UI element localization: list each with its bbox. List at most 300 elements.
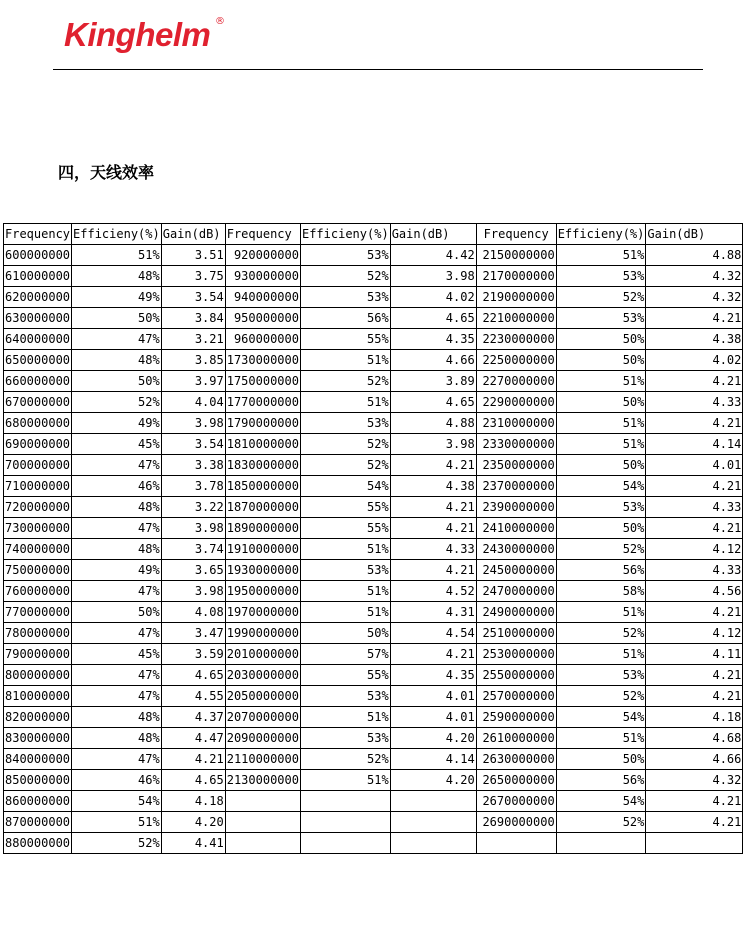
frequency-cell: 2030000000 (225, 665, 300, 686)
frequency-cell: 820000000 (4, 707, 72, 728)
frequency-cell: 2430000000 (476, 539, 556, 560)
efficiency-cell: 55% (300, 518, 390, 539)
frequency-cell: 880000000 (4, 833, 72, 854)
frequency-cell: 810000000 (4, 686, 72, 707)
gain-cell: 4.01 (646, 455, 743, 476)
efficiency-cell: 48% (72, 350, 162, 371)
frequency-cell: 690000000 (4, 434, 72, 455)
gain-cell: 4.02 (390, 287, 476, 308)
efficiency-cell: 50% (300, 623, 390, 644)
column-header: Efficieny(%) (300, 224, 390, 245)
gain-cell: 4.65 (161, 770, 225, 791)
frequency-cell: 2070000000 (225, 707, 300, 728)
gain-cell: 4.21 (646, 602, 743, 623)
efficiency-cell: 51% (300, 392, 390, 413)
gain-cell: 4.55 (161, 686, 225, 707)
frequency-cell: 600000000 (4, 245, 72, 266)
gain-cell: 4.88 (646, 245, 743, 266)
frequency-cell: 670000000 (4, 392, 72, 413)
table-row (4, 266, 743, 287)
efficiency-cell: 52% (556, 539, 646, 560)
column-header: Frequency (225, 224, 300, 245)
table-row (4, 749, 743, 770)
efficiency-cell: 50% (556, 518, 646, 539)
frequency-cell: 920000000 (225, 245, 300, 266)
gain-cell: 4.65 (161, 665, 225, 686)
efficiency-cell: 53% (556, 308, 646, 329)
column-header: Gain(dB) (390, 224, 476, 245)
efficiency-cell: 52% (72, 833, 162, 854)
frequency-cell: 2170000000 (476, 266, 556, 287)
efficiency-cell: 53% (300, 245, 390, 266)
column-header: Efficieny(%) (556, 224, 646, 245)
frequency-cell: 840000000 (4, 749, 72, 770)
efficiency-cell: 54% (72, 791, 162, 812)
efficiency-cell: 57% (300, 644, 390, 665)
gain-cell: 4.21 (646, 308, 743, 329)
efficiency-cell: 51% (556, 413, 646, 434)
frequency-cell: 2390000000 (476, 497, 556, 518)
gain-cell: 4.20 (390, 770, 476, 791)
efficiency-cell: 49% (72, 560, 162, 581)
table-row (4, 686, 743, 707)
frequency-cell: 790000000 (4, 644, 72, 665)
frequency-cell: 2050000000 (225, 686, 300, 707)
frequency-cell: 2630000000 (476, 749, 556, 770)
frequency-cell: 700000000 (4, 455, 72, 476)
table-row (4, 539, 743, 560)
efficiency-cell: 50% (72, 371, 162, 392)
gain-cell: 3.98 (161, 518, 225, 539)
efficiency-cell: 55% (300, 497, 390, 518)
efficiency-cell: 51% (300, 350, 390, 371)
frequency-cell: 780000000 (4, 623, 72, 644)
frequency-cell: 1730000000 (225, 350, 300, 371)
frequency-cell: 2690000000 (476, 812, 556, 833)
table-row (4, 245, 743, 266)
gain-cell: 4.21 (161, 749, 225, 770)
efficiency-cell (300, 791, 390, 812)
gain-cell: 3.98 (161, 413, 225, 434)
efficiency-cell (556, 833, 646, 854)
frequency-cell: 1770000000 (225, 392, 300, 413)
frequency-cell: 2150000000 (476, 245, 556, 266)
efficiency-cell: 52% (300, 266, 390, 287)
frequency-cell: 1890000000 (225, 518, 300, 539)
efficiency-cell: 48% (72, 266, 162, 287)
efficiency-cell: 51% (300, 602, 390, 623)
efficiency-cell: 56% (556, 770, 646, 791)
efficiency-cell: 53% (300, 413, 390, 434)
gain-cell: 4.31 (390, 602, 476, 623)
gain-cell: 4.21 (390, 560, 476, 581)
efficiency-cell: 51% (72, 812, 162, 833)
efficiency-cell: 51% (556, 644, 646, 665)
gain-cell: 3.98 (390, 266, 476, 287)
gain-cell: 4.47 (161, 728, 225, 749)
frequency-cell: 2530000000 (476, 644, 556, 665)
frequency-cell: 2590000000 (476, 707, 556, 728)
efficiency-cell: 45% (72, 434, 162, 455)
frequency-cell: 850000000 (4, 770, 72, 791)
efficiency-cell: 52% (556, 812, 646, 833)
efficiency-cell: 51% (556, 434, 646, 455)
table-row (4, 812, 743, 833)
frequency-cell (225, 812, 300, 833)
gain-cell: 3.74 (161, 539, 225, 560)
table-row (4, 434, 743, 455)
frequency-cell: 1970000000 (225, 602, 300, 623)
frequency-cell: 800000000 (4, 665, 72, 686)
gain-cell: 4.42 (390, 245, 476, 266)
frequency-cell: 730000000 (4, 518, 72, 539)
frequency-cell: 830000000 (4, 728, 72, 749)
frequency-cell: 2650000000 (476, 770, 556, 791)
gain-cell: 4.37 (161, 707, 225, 728)
gain-cell: 4.20 (390, 728, 476, 749)
gain-cell: 4.68 (646, 728, 743, 749)
table-row (4, 833, 743, 854)
frequency-cell: 680000000 (4, 413, 72, 434)
gain-cell: 4.21 (646, 371, 743, 392)
gain-cell: 4.18 (646, 707, 743, 728)
gain-cell (390, 833, 476, 854)
efficiency-cell: 56% (556, 560, 646, 581)
efficiency-cell: 54% (556, 791, 646, 812)
table-row (4, 476, 743, 497)
frequency-cell: 710000000 (4, 476, 72, 497)
frequency-cell: 720000000 (4, 497, 72, 518)
table-row (4, 644, 743, 665)
frequency-cell: 2310000000 (476, 413, 556, 434)
efficiency-cell: 52% (300, 434, 390, 455)
efficiency-cell: 47% (72, 518, 162, 539)
frequency-cell: 2550000000 (476, 665, 556, 686)
efficiency-cell: 51% (300, 581, 390, 602)
efficiency-cell: 49% (72, 413, 162, 434)
frequency-cell: 2010000000 (225, 644, 300, 665)
gain-cell: 3.47 (161, 623, 225, 644)
frequency-cell: 1790000000 (225, 413, 300, 434)
table-row (4, 350, 743, 371)
table-row (4, 392, 743, 413)
gain-cell: 4.04 (161, 392, 225, 413)
gain-cell: 4.33 (646, 392, 743, 413)
efficiency-cell: 46% (72, 476, 162, 497)
efficiency-cell: 47% (72, 455, 162, 476)
table-row (4, 728, 743, 749)
efficiency-cell: 47% (72, 686, 162, 707)
efficiency-cell: 51% (556, 728, 646, 749)
efficiency-cell: 51% (556, 371, 646, 392)
efficiency-cell: 50% (556, 392, 646, 413)
gain-cell: 4.21 (646, 476, 743, 497)
gain-cell: 3.75 (161, 266, 225, 287)
efficiency-cell: 51% (300, 770, 390, 791)
gain-cell: 4.21 (646, 518, 743, 539)
gain-cell: 3.98 (161, 581, 225, 602)
gain-cell: 3.78 (161, 476, 225, 497)
gain-cell: 4.66 (390, 350, 476, 371)
gain-cell: 4.38 (390, 476, 476, 497)
efficiency-cell: 54% (556, 476, 646, 497)
efficiency-cell (300, 812, 390, 833)
efficiency-cell: 48% (72, 728, 162, 749)
frequency-cell: 2510000000 (476, 623, 556, 644)
frequency-cell: 640000000 (4, 329, 72, 350)
frequency-cell (476, 833, 556, 854)
efficiency-cell: 48% (72, 497, 162, 518)
efficiency-cell: 50% (556, 329, 646, 350)
gain-cell: 4.35 (390, 329, 476, 350)
frequency-cell: 2330000000 (476, 434, 556, 455)
efficiency-cell: 50% (72, 308, 162, 329)
gain-cell: 4.52 (390, 581, 476, 602)
frequency-cell: 2450000000 (476, 560, 556, 581)
efficiency-cell: 48% (72, 539, 162, 560)
efficiency-cell: 51% (72, 245, 162, 266)
table-row (4, 560, 743, 581)
frequency-cell: 940000000 (225, 287, 300, 308)
efficiency-cell: 50% (72, 602, 162, 623)
gain-cell: 4.21 (390, 518, 476, 539)
header-divider (53, 69, 703, 70)
efficiency-cell: 50% (556, 749, 646, 770)
efficiency-cell: 53% (300, 728, 390, 749)
efficiency-cell: 45% (72, 644, 162, 665)
table-row (4, 413, 743, 434)
gain-cell: 4.02 (646, 350, 743, 371)
frequency-cell: 2250000000 (476, 350, 556, 371)
frequency-cell: 760000000 (4, 581, 72, 602)
frequency-cell: 1990000000 (225, 623, 300, 644)
gain-cell (390, 812, 476, 833)
efficiency-cell: 52% (556, 287, 646, 308)
gain-cell: 4.08 (161, 602, 225, 623)
efficiency-cell: 56% (300, 308, 390, 329)
frequency-cell: 2490000000 (476, 602, 556, 623)
table-row (4, 602, 743, 623)
gain-cell: 4.21 (646, 812, 743, 833)
frequency-cell: 750000000 (4, 560, 72, 581)
table-row (4, 308, 743, 329)
gain-cell: 4.21 (390, 455, 476, 476)
efficiency-cell: 47% (72, 623, 162, 644)
table-row (4, 623, 743, 644)
frequency-cell: 1750000000 (225, 371, 300, 392)
efficiency-cell: 49% (72, 287, 162, 308)
gain-cell: 4.21 (646, 686, 743, 707)
frequency-cell: 1870000000 (225, 497, 300, 518)
table-row (4, 518, 743, 539)
efficiency-cell: 47% (72, 581, 162, 602)
gain-cell: 4.33 (646, 497, 743, 518)
frequency-cell: 860000000 (4, 791, 72, 812)
gain-cell: 4.21 (646, 791, 743, 812)
frequency-cell: 870000000 (4, 812, 72, 833)
frequency-cell: 960000000 (225, 329, 300, 350)
frequency-cell: 630000000 (4, 308, 72, 329)
gain-cell: 4.21 (390, 497, 476, 518)
efficiency-cell: 55% (300, 665, 390, 686)
table-row (4, 497, 743, 518)
efficiency-cell: 58% (556, 581, 646, 602)
efficiency-cell: 55% (300, 329, 390, 350)
column-header: Frequency (476, 224, 556, 245)
gain-cell: 4.12 (646, 539, 743, 560)
efficiency-cell: 47% (72, 665, 162, 686)
frequency-cell (225, 791, 300, 812)
frequency-cell: 740000000 (4, 539, 72, 560)
efficiency-cell: 50% (556, 455, 646, 476)
gain-cell: 3.85 (161, 350, 225, 371)
gain-cell: 4.21 (646, 665, 743, 686)
gain-cell: 3.84 (161, 308, 225, 329)
efficiency-cell: 53% (300, 287, 390, 308)
efficiency-cell: 47% (72, 749, 162, 770)
frequency-cell: 2350000000 (476, 455, 556, 476)
gain-cell: 3.21 (161, 329, 225, 350)
efficiency-cell: 51% (300, 707, 390, 728)
efficiency-cell: 48% (72, 707, 162, 728)
efficiency-cell: 51% (556, 602, 646, 623)
frequency-cell: 1930000000 (225, 560, 300, 581)
table-row (4, 770, 743, 791)
table-row (4, 329, 743, 350)
gain-cell: 4.32 (646, 266, 743, 287)
gain-cell: 3.22 (161, 497, 225, 518)
gain-cell: 4.20 (161, 812, 225, 833)
frequency-cell: 610000000 (4, 266, 72, 287)
efficiency-cell: 54% (556, 707, 646, 728)
frequency-cell: 2230000000 (476, 329, 556, 350)
gain-cell: 4.35 (390, 665, 476, 686)
gain-cell: 3.59 (161, 644, 225, 665)
frequency-cell: 930000000 (225, 266, 300, 287)
gain-cell: 4.01 (390, 686, 476, 707)
efficiency-cell: 47% (72, 329, 162, 350)
gain-cell: 3.54 (161, 434, 225, 455)
efficiency-cell: 52% (300, 749, 390, 770)
table-row (4, 581, 743, 602)
gain-cell: 4.32 (646, 287, 743, 308)
efficiency-cell: 52% (72, 392, 162, 413)
efficiency-cell: 50% (556, 350, 646, 371)
frequency-cell: 2670000000 (476, 791, 556, 812)
frequency-cell: 2190000000 (476, 287, 556, 308)
frequency-cell: 2410000000 (476, 518, 556, 539)
frequency-cell: 1830000000 (225, 455, 300, 476)
gain-cell: 3.65 (161, 560, 225, 581)
frequency-cell: 2570000000 (476, 686, 556, 707)
frequency-cell: 2290000000 (476, 392, 556, 413)
efficiency-cell: 52% (300, 371, 390, 392)
efficiency-cell: 46% (72, 770, 162, 791)
antenna-efficiency-table (3, 223, 743, 854)
gain-cell: 4.56 (646, 581, 743, 602)
gain-cell: 4.33 (390, 539, 476, 560)
column-header: Gain(dB) (161, 224, 225, 245)
efficiency-cell: 52% (556, 686, 646, 707)
gain-cell: 4.54 (390, 623, 476, 644)
gain-cell: 4.66 (646, 749, 743, 770)
frequency-cell: 950000000 (225, 308, 300, 329)
column-header: Frequency (4, 224, 72, 245)
efficiency-cell: 54% (300, 476, 390, 497)
gain-cell: 4.33 (646, 560, 743, 581)
frequency-cell: 660000000 (4, 371, 72, 392)
efficiency-cell: 52% (300, 455, 390, 476)
section-title: 四，天线效率 (58, 163, 155, 182)
gain-cell: 4.65 (390, 392, 476, 413)
gain-cell: 4.38 (646, 329, 743, 350)
table-row (4, 665, 743, 686)
gain-cell: 4.18 (161, 791, 225, 812)
kinghelm-logo: Kinghelm (64, 16, 211, 53)
frequency-cell: 2110000000 (225, 749, 300, 770)
frequency-cell: 2270000000 (476, 371, 556, 392)
gain-cell: 4.14 (390, 749, 476, 770)
efficiency-cell (300, 833, 390, 854)
gain-cell: 4.12 (646, 623, 743, 644)
gain-cell: 3.54 (161, 287, 225, 308)
frequency-cell: 1850000000 (225, 476, 300, 497)
efficiency-cell: 52% (556, 623, 646, 644)
gain-cell: 4.65 (390, 308, 476, 329)
frequency-cell: 2470000000 (476, 581, 556, 602)
gain-cell: 4.32 (646, 770, 743, 791)
efficiency-cell: 53% (556, 497, 646, 518)
table-row (4, 455, 743, 476)
gain-cell: 4.88 (390, 413, 476, 434)
efficiency-cell: 53% (556, 665, 646, 686)
table-header-row (4, 224, 743, 245)
frequency-cell: 2610000000 (476, 728, 556, 749)
frequency-cell: 2090000000 (225, 728, 300, 749)
gain-cell: 3.38 (161, 455, 225, 476)
efficiency-cell: 53% (300, 560, 390, 581)
gain-cell: 3.97 (161, 371, 225, 392)
gain-cell: 4.41 (161, 833, 225, 854)
gain-cell: 4.21 (646, 413, 743, 434)
column-header: Efficieny(%) (72, 224, 162, 245)
table-row (4, 791, 743, 812)
efficiency-cell: 51% (556, 245, 646, 266)
gain-cell (646, 833, 743, 854)
gain-cell: 3.51 (161, 245, 225, 266)
frequency-cell: 1910000000 (225, 539, 300, 560)
frequency-cell: 620000000 (4, 287, 72, 308)
gain-cell: 4.01 (390, 707, 476, 728)
frequency-cell: 2210000000 (476, 308, 556, 329)
frequency-cell: 2130000000 (225, 770, 300, 791)
gain-cell: 4.11 (646, 644, 743, 665)
frequency-cell (225, 833, 300, 854)
table-row (4, 371, 743, 392)
efficiency-cell: 53% (556, 266, 646, 287)
frequency-cell: 770000000 (4, 602, 72, 623)
frequency-cell: 650000000 (4, 350, 72, 371)
frequency-cell: 1950000000 (225, 581, 300, 602)
frequency-cell: 2370000000 (476, 476, 556, 497)
registered-mark: ® (215, 16, 225, 27)
gain-cell: 3.89 (390, 371, 476, 392)
efficiency-cell: 53% (300, 686, 390, 707)
table-row (4, 287, 743, 308)
gain-cell: 4.21 (390, 644, 476, 665)
efficiency-cell: 51% (300, 539, 390, 560)
gain-cell (390, 791, 476, 812)
